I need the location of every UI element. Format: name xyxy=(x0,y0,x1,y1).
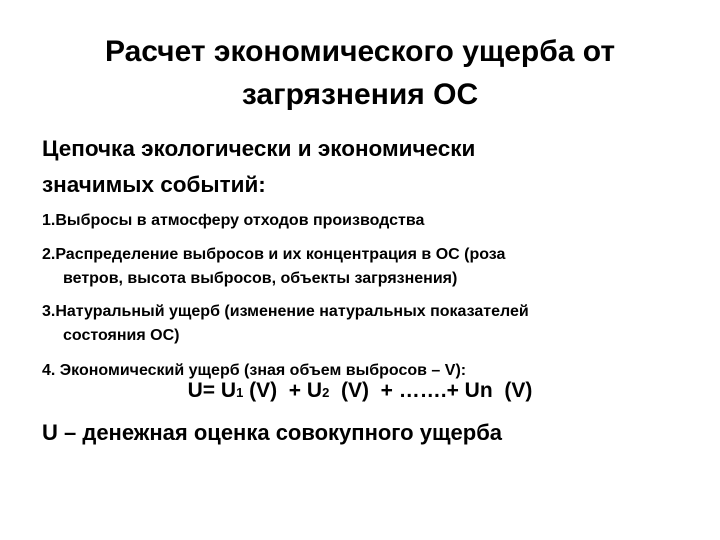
list-item-number: 2. xyxy=(42,246,56,263)
list-item-text: Выбросы в атмосферу отходов производства xyxy=(55,212,425,229)
list-item-text-continued: состояния ОС) xyxy=(63,327,180,344)
list-item-number: 1. xyxy=(42,212,56,229)
list-item-3 xyxy=(42,300,682,348)
list-item-text: Распределение выбросов и их концентрация в ОС (роза xyxy=(55,246,506,263)
events-chain-heading-line-1: Цепочка экологически и экономически xyxy=(42,136,476,161)
slide-title xyxy=(20,30,700,116)
events-chain-heading xyxy=(42,131,682,203)
formula-part-2: (V) + …….+ Un (V) xyxy=(329,379,533,402)
formula-lhs: U= U xyxy=(187,379,237,402)
slide-title-line-2: загрязнения ОС xyxy=(241,78,479,111)
damage-formula xyxy=(0,376,720,408)
events-chain-heading-line-2: значимых событий: xyxy=(42,172,266,197)
list-item-number: 3. xyxy=(42,303,56,320)
formula-part-1: (V) + U xyxy=(243,379,323,402)
list-item-1 xyxy=(42,209,682,233)
list-item-number: 4. xyxy=(42,362,60,379)
list-item-2 xyxy=(42,243,682,291)
list-item-text: Экономический ущерб (зная объем выбросов – V): xyxy=(59,362,467,379)
events-list xyxy=(42,209,682,383)
slide-title-line-1: Расчет экономического ущерба от xyxy=(104,35,616,68)
formula-subscript-2: 2 xyxy=(322,385,330,400)
list-item-text-continued: ветров, высота выбросов, объекты загрязнения) xyxy=(63,270,458,287)
formula-subscript-1: 1 xyxy=(236,385,244,400)
list-item-text: Натуральный ущерб (изменение натуральных показателей xyxy=(55,303,529,320)
formula-definition: U – денежная оценка совокупного ущерба xyxy=(42,420,503,445)
